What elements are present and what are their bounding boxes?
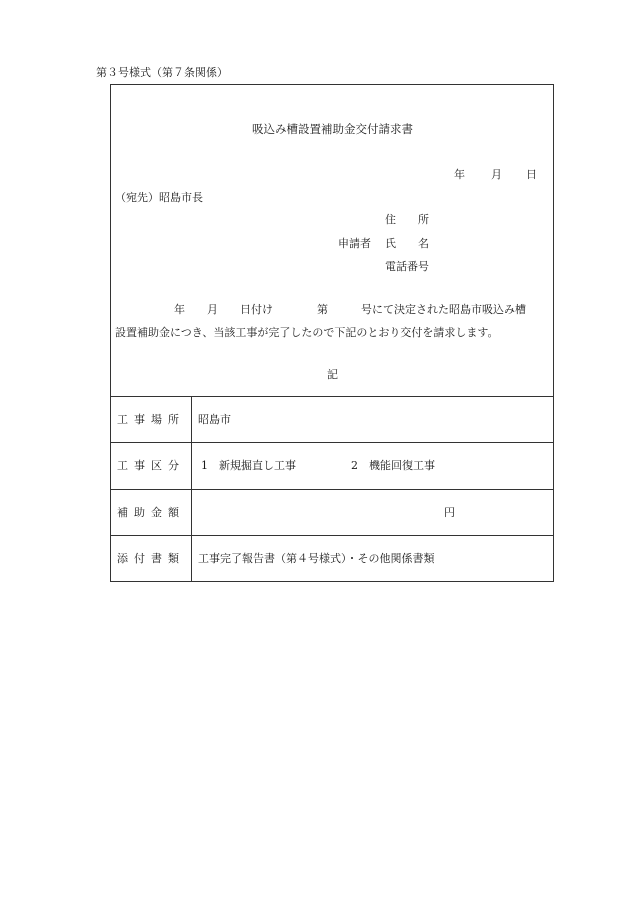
body-line-1: 年 月 日付け 第 号にて決定された昭島市吸込み槽 [174,303,526,316]
row-divider-2 [111,489,553,490]
address-label: 住 所 [385,213,429,226]
category-option-2: 2 機能回復工事 [351,459,435,472]
location-label: 工事場所 [117,413,185,426]
applicant-label: 申請者 [338,237,371,250]
attachments-value: 工事完了報告書（第４号様式）・その他関係書類 [198,552,435,565]
category-option-1: 1 新規掘直し工事 [201,459,296,472]
ki-mark: 記 [327,368,338,381]
form-number: 第３号様式（第７条関係） [96,66,228,79]
row-divider-1 [111,442,553,443]
table-top-rule [111,396,553,397]
name-label: 氏 名 [385,237,429,250]
location-value: 昭島市 [198,413,231,426]
amount-label: 補助金額 [117,506,185,519]
category-label: 工事区分 [117,459,185,472]
date-day: 日 [526,168,537,181]
body-line-2: 設置補助金につき、当該工事が完了したので下記のとおり交付を請求します。 [115,326,499,339]
row-divider-3 [111,535,553,536]
phone-label: 電話番号 [385,260,429,273]
addressee: （宛先）昭島市長 [115,191,203,204]
form-frame [110,84,554,582]
label-column-divider [191,396,192,581]
amount-unit: 円 [444,506,455,519]
date-year: 年 [454,168,465,181]
form-title: 吸込み槽設置補助金交付請求書 [252,122,413,136]
attachments-label: 添付書類 [117,552,185,565]
date-month: 月 [491,168,502,181]
